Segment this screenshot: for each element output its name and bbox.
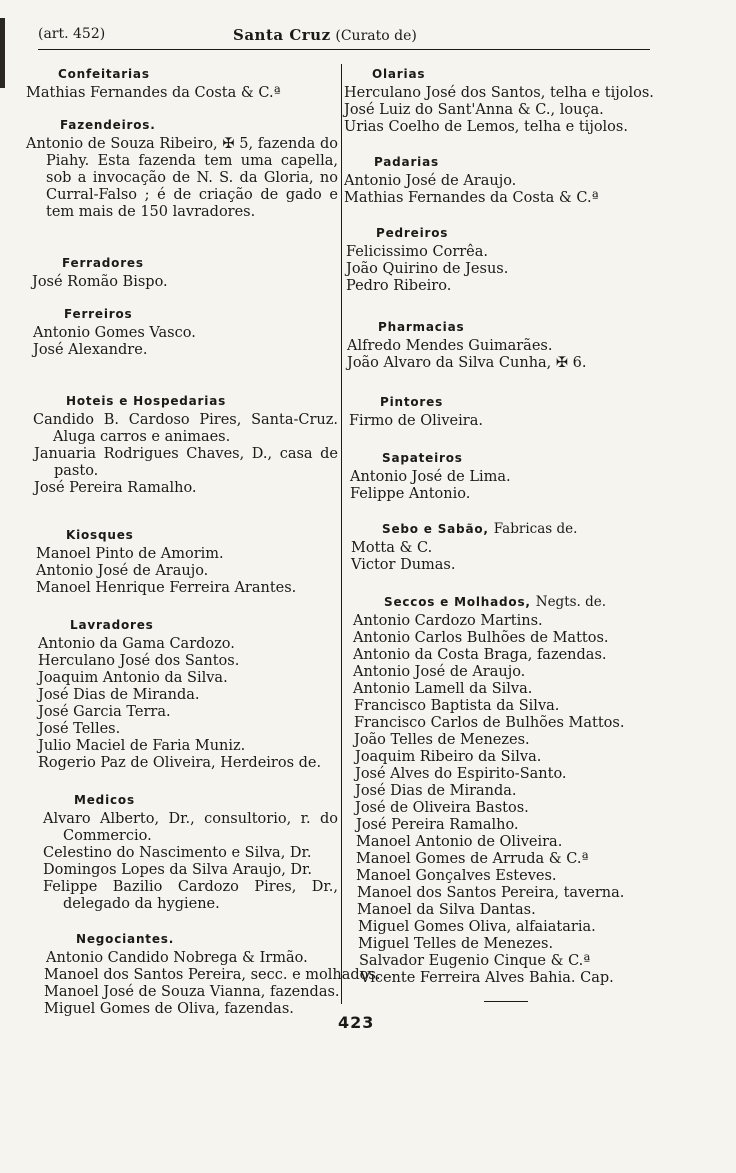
section-kiosques [26,527,338,597]
list-item: Miguel Gomes de Oliva, fazendas. [44,1001,294,1017]
list-item: Antonio José de Araujo. [36,563,209,579]
list-item: Francisco Carlos de Bulhões Mattos. [354,715,625,731]
section-padarias [344,154,644,207]
list-item: Felippe Antonio. [350,486,471,502]
binding-edge [0,18,5,88]
list-item: José Telles. [38,721,121,737]
list-item: Antonio Gomes Vasco. [33,325,196,341]
list-item: João Telles de Menezes. [354,732,530,748]
section-title: Negociantes. [76,932,175,946]
header-rule [38,49,650,50]
list-item: Domingos Lopes da Silva Araujo, Dr. [43,862,313,878]
section-confeitarias [26,66,338,102]
page-header [38,26,718,48]
list-item: Antonio da Costa Braga, fazendas. [353,647,607,663]
list-item: Rogerio Paz de Oliveira, Herdeiros de. [38,755,322,771]
list-item: Herculano José dos Santos, telha e tijolos. [344,85,654,101]
section-fazendeiros [26,117,338,221]
list-item: João Alvaro da Silva Cunha, ✠ 6. [347,355,587,371]
section-title: Sapateiros [382,451,463,465]
list-item: Antonio Lamell da Silva. [353,681,533,697]
list-item: Joaquim Antonio da Silva. [38,670,228,686]
section-title: Ferradores [62,256,144,270]
list-item: Herculano José dos Santos. [38,653,240,669]
list-item: Antonio José de Araujo. [344,173,517,189]
list-item: Mathias Fernandes da Costa & C.ª [26,85,281,101]
page-title [233,26,417,44]
section-medicos [26,792,338,913]
list-item: Manoel Gomes de Arruda & C.ª [356,851,589,867]
list-item: Manoel Henrique Ferreira Arantes. [36,580,297,596]
section-negociantes [26,931,381,1018]
section-title: Confeitarias [58,67,150,81]
section-title-main: Sebo e Sabão, [382,522,489,536]
list-item: Julio Maciel de Faria Muniz. [38,738,246,754]
section-title [344,594,644,611]
section-ferradores [26,255,338,291]
section-title [344,521,644,538]
section-pedreiros [344,225,644,295]
section-end-rule [484,1001,528,1002]
list-item: José Dias de Miranda. [355,783,517,799]
list-item: Francisco Baptista da Silva. [354,698,560,714]
section-title: Lavradores [70,618,154,632]
column-divider [341,64,342,1004]
section-pharmacias [344,319,644,372]
section-title: Olarias [372,67,426,81]
list-item: Antonio Cardozo Martins. [353,613,543,629]
list-item: José Alves do Espirito-Santo. [355,766,567,782]
section-title: Pharmacias [378,320,465,334]
list-item: Pedro Ribeiro. [346,278,452,294]
list-item: Victor Dumas. [351,557,456,573]
section-olarias [344,66,654,136]
list-item: José Pereira Ramalho. [356,817,519,833]
section-ferreiros [26,306,338,359]
list-item: Alvaro Alberto, Dr., consultorio, r. do Commercio. [43,811,338,844]
list-item: Firmo de Oliveira. [349,413,483,429]
list-item: José Luiz do Sant'Anna & C., louça. [344,102,604,118]
section-sebo-sabao [344,521,644,574]
list-item: José Pereira Ramalho. [34,480,197,496]
list-item: Manoel Gonçalves Esteves. [356,868,557,884]
list-item: Celestino do Nascimento e Silva, Dr. [43,845,312,861]
list-item: Joaquim Ribeiro da Silva. [355,749,542,765]
list-item: Miguel Telles de Menezes. [358,936,554,952]
list-item: Antonio Carlos Bulhões de Mattos. [353,630,609,646]
list-item: Miguel Gomes Oliva, alfaiataria. [358,919,596,935]
section-title: Medicos [74,793,135,807]
section-title-main: Seccos e Molhados, [384,595,531,609]
page-title-sub: (Curato de) [335,28,417,44]
list-item: Salvador Eugenio Cinque & C.ª [359,953,591,969]
section-title-suffix: Fabricas de. [493,521,578,537]
list-item: Manoel Pinto de Amorim. [36,546,224,562]
list-item: Manoel José de Souza Vianna, fazendas. [44,984,340,1000]
list-item: Felippe Bazilio Cardozo Pires, Dr., delegado da hygiene. [43,879,338,912]
section-title-suffix: Negts. de. [535,594,607,610]
list-item: Manoel da Silva Dantas. [357,902,536,918]
list-item: Manoel Antonio de Oliveira. [356,834,563,850]
list-item: José Garcia Terra. [38,704,171,720]
list-item: José Dias de Miranda. [38,687,200,703]
list-item: Mathias Fernandes da Costa & C.ª [344,190,599,206]
section-lavradores [26,617,338,772]
list-item: Antonio José de Lima. [350,469,511,485]
page-number: 423 [338,1013,375,1032]
section-pintores [344,394,644,430]
list-item: Felicissimo Corrêa. [346,244,489,260]
section-title: Hoteis e Hospedarias [66,394,227,408]
article-reference: (art. 452) [38,26,106,42]
list-item: Motta & C. [351,540,433,556]
list-item: Candido B. Cardoso Pires, Santa-Cruz. Aluga carros e animaes. [33,412,338,445]
section-title: Fazendeiros. [60,118,156,132]
list-item: Antonio de Souza Ribeiro, ✠ 5, fazenda do Piahy. Esta fazenda tem uma capella, sob a invocação de N. S. da Gloria, no Curral-Falso ; é de criação de gado e tem mais de 150 lavradores. [26,136,338,220]
list-item: Alfredo Mendes Guimarães. [347,338,553,354]
section-seccos-molhados [344,594,644,1002]
section-sapateiros [344,450,644,503]
list-item: João Quirino de Jesus. [346,261,509,277]
section-title: Padarias [374,155,439,169]
list-item: Vicente Ferreira Alves Bahia. Cap. [360,970,614,986]
list-item: José Romão Bispo. [32,274,168,290]
list-item: Manoel dos Santos Pereira, secc. e molhados. [44,967,381,983]
list-item: Manoel dos Santos Pereira, taverna. [357,885,625,901]
section-hoteis-hospedarias [26,393,338,497]
list-item: Antonio Candido Nobrega & Irmão. [46,950,308,966]
list-item: Januaria Rodrigues Chaves, D., casa de pasto. [34,446,338,479]
section-title: Pedreiros [376,226,449,240]
list-item: Urias Coelho de Lemos, telha e tijolos. [344,119,628,135]
section-title: Pintores [380,395,444,409]
right-column [344,66,654,1017]
list-item: Antonio da Gama Cardozo. [38,636,235,652]
list-item: Antonio José de Araujo. [353,664,526,680]
list-item: José de Oliveira Bastos. [355,800,529,816]
page-title-main: Santa Cruz [233,26,331,44]
section-title: Ferreiros [64,307,133,321]
section-title: Kiosques [66,528,134,542]
list-item: José Alexandre. [33,342,148,358]
